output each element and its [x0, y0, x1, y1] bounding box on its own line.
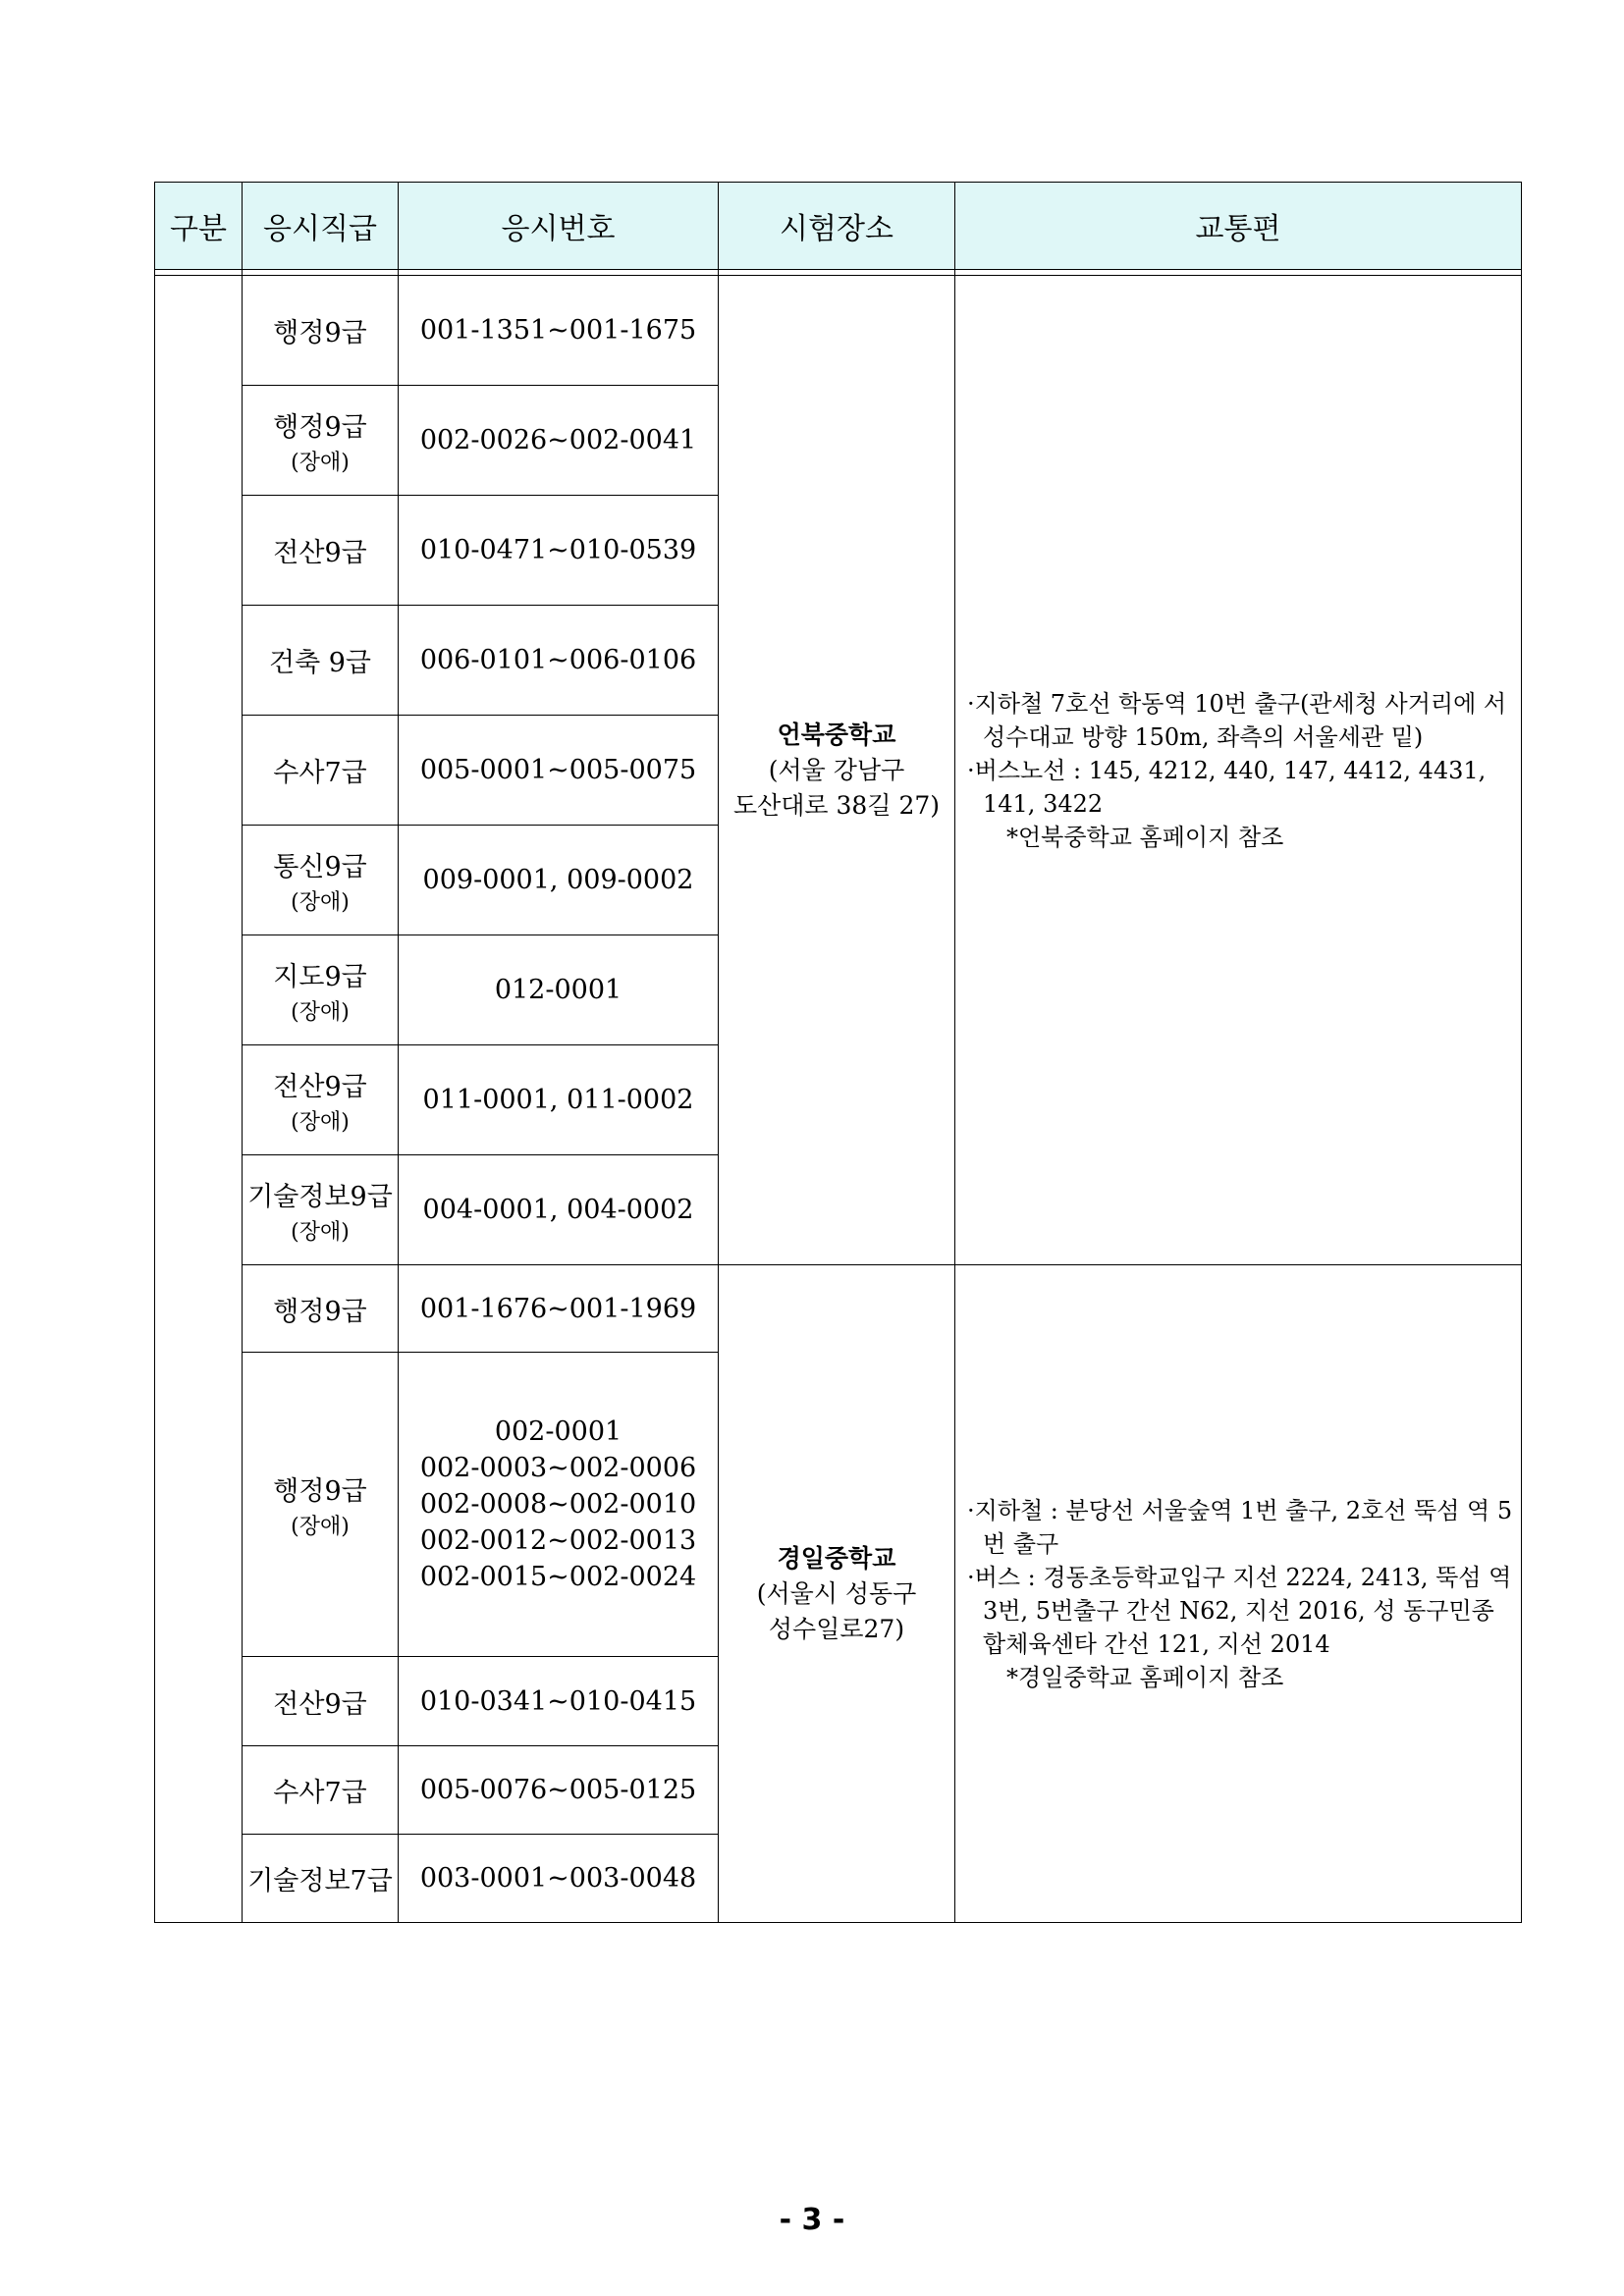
venue-address: 도산대로 38길 27) — [732, 790, 941, 820]
grade-cell: 수사7급 — [243, 716, 399, 826]
transport-bus: ·버스 : 경동초등학교입구 지선 2224, 2413, 뚝섬 역 3번, 5번출구 간선 N62, 지선 2016, 성 동구민종합체육센타 간선 121, 지선 2014 — [967, 1563, 1512, 1658]
venue-address: (서울시 성동구 — [756, 1578, 917, 1608]
number-cell: 003-0001~003-0048 — [399, 1835, 719, 1923]
grade-cell: 지도9급 (장애) — [243, 935, 399, 1045]
table-row — [155, 1265, 1522, 1353]
table-row — [155, 276, 1522, 386]
exam-venue-table — [154, 182, 1522, 1923]
venue-address: (서울 강남구 — [768, 755, 905, 784]
grade-cell: 통신9급 (장애) — [243, 826, 399, 935]
venue-cell — [719, 276, 955, 1265]
grade-cell: 전산9급 — [243, 496, 399, 606]
grade-cell: 행정9급 (장애) — [243, 1353, 399, 1657]
transport-cell — [955, 1265, 1522, 1923]
header-venue: 시험장소 — [719, 183, 955, 270]
transport-subway: ·지하철 7호선 학동역 10번 출구(관세청 사거리에 서 성수대교 방향 150m, 좌측의 서울세관 밑) — [967, 689, 1507, 751]
number-cell: 002-0026~002-0041 — [399, 386, 719, 496]
grade-cell: 기술정보9급 (장애) — [243, 1155, 399, 1265]
grade-cell: 행정9급 — [243, 276, 399, 386]
number-cell: 010-0471~010-0539 — [399, 496, 719, 606]
category-cell — [155, 276, 243, 1923]
venue-address: 성수일로27) — [768, 1614, 905, 1643]
number-cell: 012-0001 — [399, 935, 719, 1045]
header-row — [155, 183, 1522, 270]
transport-note: *경일중학교 홈페이지 참조 — [1006, 1663, 1284, 1691]
page-number: - 3 - — [779, 2203, 845, 2237]
header-category: 구분 — [155, 183, 243, 270]
number-cell: 006-0101~006-0106 — [399, 606, 719, 716]
grade-cell: 기술정보7급 — [243, 1835, 399, 1923]
number-cell: 001-1351~001-1675 — [399, 276, 719, 386]
venue-name: 언북중학교 — [777, 720, 896, 749]
number-cell: 002-0001 002-0003~002-0006 002-0008~002-0010 002-0012~002-0013 002-0015~002-0024 — [399, 1353, 719, 1657]
venue-name: 경일중학교 — [777, 1543, 896, 1573]
header-grade: 응시직급 — [243, 183, 399, 270]
grade-cell: 행정9급 (장애) — [243, 386, 399, 496]
transport-subway: ·지하철 : 분당선 서울숲역 1번 출구, 2호선 뚝섬 역 5번 출구 — [967, 1496, 1513, 1558]
number-cell: 009-0001, 009-0002 — [399, 826, 719, 935]
grade-cell: 수사7급 — [243, 1746, 399, 1835]
header-number: 응시번호 — [399, 183, 719, 270]
transport-bus: ·버스노선 : 145, 4212, 440, 147, 4412, 4431, 141, 3422 — [967, 756, 1487, 818]
number-cell: 011-0001, 011-0002 — [399, 1045, 719, 1155]
number-cell: 004-0001, 004-0002 — [399, 1155, 719, 1265]
transport-note: *언북중학교 홈페이지 참조 — [1006, 823, 1284, 851]
grade-cell: 전산9급 — [243, 1657, 399, 1746]
number-cell: 005-0001~005-0075 — [399, 716, 719, 826]
grade-cell: 전산9급 (장애) — [243, 1045, 399, 1155]
header-transport: 교통편 — [955, 183, 1522, 270]
transport-cell — [955, 276, 1522, 1265]
grade-cell: 행정9급 — [243, 1265, 399, 1353]
grade-cell: 건축 9급 — [243, 606, 399, 716]
number-cell: 001-1676~001-1969 — [399, 1265, 719, 1353]
number-cell: 005-0076~005-0125 — [399, 1746, 719, 1835]
venue-cell — [719, 1265, 955, 1923]
number-cell: 010-0341~010-0415 — [399, 1657, 719, 1746]
